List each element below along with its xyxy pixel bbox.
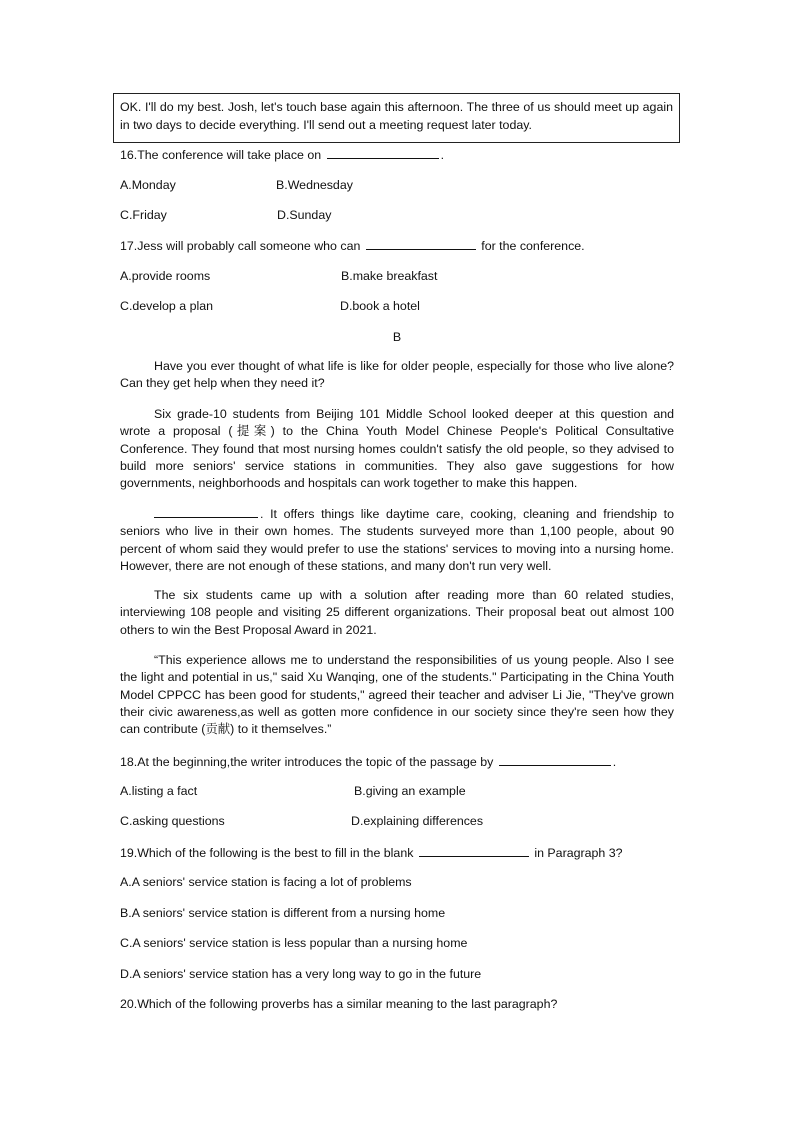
passage-paragraph-2: Six grade-10 students from Beijing 101 Middle School looked deeper at this question and wrote a proposal (提案) to the China Youth Model Chinese People's Political Consultative Conference. They found that most nursing homes couldn't satisfy the old people, so they advised to build more seniors' service stations in communities. They also gave suggestions for how governments, neighborhoods and hospitals can work together to make this happen. xyxy=(120,407,674,491)
answer-blank xyxy=(366,237,476,250)
paragraph-blank xyxy=(154,505,258,518)
q17-option-c: C.develop a plan xyxy=(120,299,213,313)
q19-option-d: D.A seniors' service station has a very long way to go in the future xyxy=(120,967,482,981)
q17-option-a: A.provide rooms xyxy=(120,269,211,283)
q19-option-a: A.A seniors' service station is facing a lot of problems xyxy=(120,875,412,889)
passage-paragraph-3: . It offers things like daytime care, cooking, cleaning and friendship to seniors who live in their own homes. The students surveyed more than 1,100 people, about 90 percent of whom said they would prefer to use the stations' services to moving into a nursing home. However, there are not enough of these stations, and many don't run very well. xyxy=(120,507,674,573)
q17-option-d: D.book a hotel xyxy=(340,299,420,313)
passage-paragraph-5: “This experience allows me to understand the responsibilities of us young people. Also I see the light and potential in us," said Xu Wanqing, one of the students." Participating in the China Youth Model CPPCC has been good for students," agreed their teacher and adviser Li Jie, "They've grown their civic awareness,as well as gotten more confidence in our society since they're seen how they can contribute (贡献) to it themselves.” xyxy=(120,653,674,737)
q18-option-d: D.explaining differences xyxy=(351,814,484,828)
answer-blank xyxy=(419,844,529,857)
answer-blank xyxy=(327,146,439,159)
q17-option-b: B.make breakfast xyxy=(341,269,438,283)
answer-blank xyxy=(499,753,611,766)
q19-option-c: C.A seniors' service station is less popular than a nursing home xyxy=(120,936,468,950)
question-18: 18.At the beginning,the writer introduces the topic of the passage by . xyxy=(120,755,617,769)
passage-paragraph-1: Have you ever thought of what life is like for older people, especially for those who live alone? Can they get help when they need it? xyxy=(120,359,674,391)
q19-option-b: B.A seniors' service station is different from a nursing home xyxy=(120,906,446,920)
question-17: 17.Jess will probably call someone who can for the conference. xyxy=(120,239,585,253)
q18-option-c: C.asking questions xyxy=(120,814,225,828)
passage-paragraph-4: The six students came up with a solution after reading more than 60 related studies, interviewing 108 people and visiting 25 different organizations. Their proposal beat out almost 100 others to win the Best Proposal Award in 2021. xyxy=(120,588,674,637)
question-19: 19.Which of the following is the best to fill in the blank in Paragraph 3? xyxy=(120,846,623,860)
q16-option-c: C.Friday xyxy=(120,208,167,222)
q16-option-d: D.Sunday xyxy=(277,208,332,222)
question-16: 16.The conference will take place on . xyxy=(120,148,445,162)
q18-option-a: A.listing a fact xyxy=(120,784,198,798)
q16-option-b: B.Wednesday xyxy=(276,178,353,192)
dialogue-box xyxy=(113,93,680,143)
q18-option-b: B.giving an example xyxy=(354,784,466,798)
q16-option-a: A.Monday xyxy=(120,178,176,192)
dialogue-text: OK. I'll do my best. Josh, let's touch base again this afternoon. The three of us should meet up again in two days to decide everything. I'll send out a meeting request later today. xyxy=(120,100,673,132)
question-20: 20.Which of the following proverbs has a similar meaning to the last paragraph? xyxy=(120,997,558,1011)
section-heading-b: B xyxy=(392,330,402,344)
